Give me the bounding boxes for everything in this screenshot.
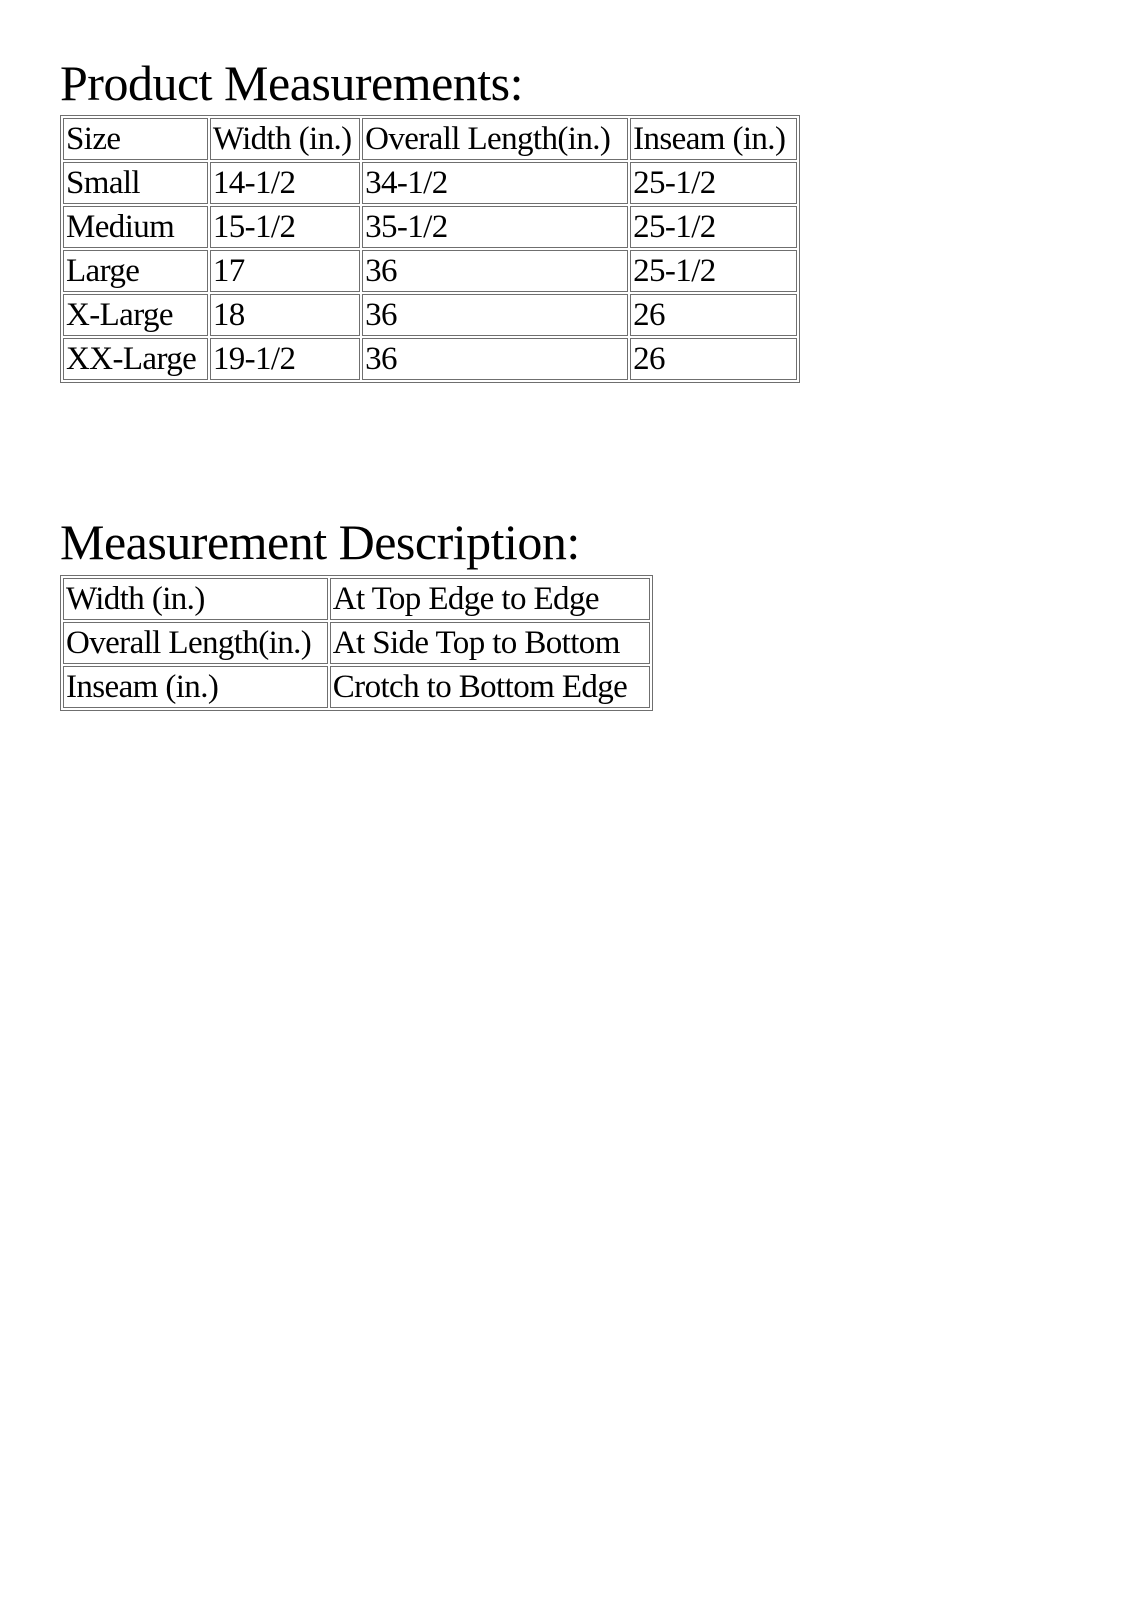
table-row xyxy=(63,162,797,204)
header-overall-length: Overall Length(in.) xyxy=(362,118,628,160)
measurement-name-cell: Overall Length(in.) xyxy=(63,622,328,664)
product-measurements-title: Product Measurements: xyxy=(60,55,524,111)
measurement-description-table xyxy=(60,575,653,711)
overall-length-cell: 35-1/2 xyxy=(362,206,628,248)
table-row xyxy=(63,338,797,380)
width-cell: 14-1/2 xyxy=(210,162,360,204)
size-cell: X-Large xyxy=(63,294,208,336)
measurement-name-cell: Width (in.) xyxy=(63,578,328,620)
table-row xyxy=(63,250,797,292)
measurement-description-cell: Crotch to Bottom Edge xyxy=(330,666,650,708)
header-inseam: Inseam (in.) xyxy=(630,118,797,160)
overall-length-cell: 34-1/2 xyxy=(362,162,628,204)
inseam-cell: 25-1/2 xyxy=(630,250,797,292)
size-cell: Small xyxy=(63,162,208,204)
measurement-description-title: Measurement Description: xyxy=(60,514,580,570)
table-row xyxy=(63,578,650,620)
overall-length-cell: 36 xyxy=(362,250,628,292)
size-cell: XX-Large xyxy=(63,338,208,380)
table-row xyxy=(63,206,797,248)
size-cell: Large xyxy=(63,250,208,292)
product-measurements-table xyxy=(60,115,800,383)
inseam-cell: 25-1/2 xyxy=(630,162,797,204)
width-cell: 18 xyxy=(210,294,360,336)
header-size: Size xyxy=(63,118,208,160)
table-row xyxy=(63,666,650,708)
inseam-cell: 25-1/2 xyxy=(630,206,797,248)
width-cell: 17 xyxy=(210,250,360,292)
width-cell: 19-1/2 xyxy=(210,338,360,380)
header-width: Width (in.) xyxy=(210,118,360,160)
table-header-row xyxy=(63,118,797,160)
inseam-cell: 26 xyxy=(630,294,797,336)
size-cell: Medium xyxy=(63,206,208,248)
table-row xyxy=(63,294,797,336)
measurement-description-cell: At Top Edge to Edge xyxy=(330,578,650,620)
overall-length-cell: 36 xyxy=(362,294,628,336)
measurement-description-cell: At Side Top to Bottom xyxy=(330,622,650,664)
overall-length-cell: 36 xyxy=(362,338,628,380)
table-row xyxy=(63,622,650,664)
inseam-cell: 26 xyxy=(630,338,797,380)
measurement-name-cell: Inseam (in.) xyxy=(63,666,328,708)
width-cell: 15-1/2 xyxy=(210,206,360,248)
